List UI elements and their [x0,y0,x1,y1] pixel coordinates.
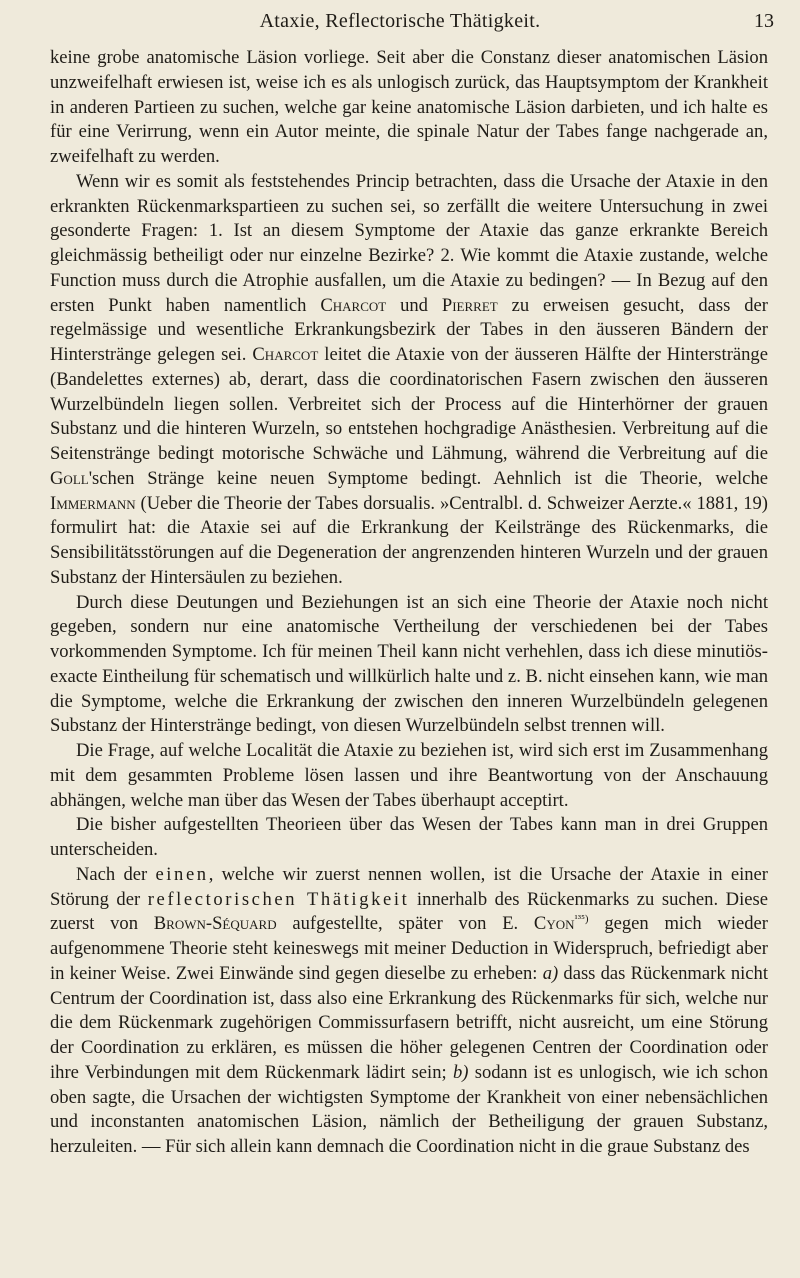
text-run: 'schen Stränge keine neuen Symptome bedingt. Aehnlich ist die Theorie, welche [88,467,768,489]
body-text [50,46,768,1160]
author-name: Charcot [252,344,319,365]
emphasized-text: einen [155,863,209,885]
text-run: gegen mich wieder aufgenommene Theorie steht keineswegs mit meiner Deduction in Widerspruch, befriedigt aber in keiner Weise. Zwei Einwände sind gegen dieselbe zu erheben: [50,913,768,984]
paragraph [50,591,768,740]
text-run: und [386,294,442,316]
text-run: innerhalb des Rückenmarks zu suchen. Diese zuerst von [50,888,768,935]
paragraph [50,863,768,1160]
emphasized-text: reflectorischen Thätigkeit [147,888,410,910]
paragraph [50,46,768,170]
footnote-ref: ¹³⁵) [574,913,589,926]
text-run: sodann ist es unlogisch, wie ich schon oben sagte, die Ursachen der wichtigsten Symptome der Krankheit von einer nebensächlichen und inconstanten anatomischen Läsion, nämlich der Betheiligung der grauen Substanz, herzuleiten. — Für sich allein kann demnach die Coordination nicht in die graue Substanz des [50,1061,768,1157]
text-run: (Ueber die Theorie der Tabes dorsualis. »Centralbl. d. Schweizer Aerzte.« 1881, 19) formulirt hat: die Ataxie sei auf die Erkrankung der Keilstränge des Rückenmarks, die Sensibilitätsstörungen auf die Degeneration der angrenzenden hinteren Wurzeln und der grauen Substanz der Hintersäulen zu beziehen. [50,492,768,588]
author-name: E. Cyon [502,913,575,935]
text-run: Durch diese Deutungen und Beziehungen ist an sich eine Theorie der Ataxie noch nicht gegeben, sondern nur eine anatomische Vertheilung der verschiedenen bei der Tabes vorkommenden Symptome. Ich für meinen Theil kann nicht verhehlen, dass ich diese minutiös-exacte Eintheilung für schematisch und willkürlich halte und z. B. nicht einsehen kann, wie man die Symptome, welche die Erkrankung der zwischen den inneren Wurzelbündeln gelegenen Substanz der Hinterstränge bedingt, von diesen Wurzelbündeln selbst trennen will. [50,591,768,737]
text-run: dass das Rückenmark nicht Centrum der Coordination ist, dass also eine Erkrankung des Rückenmarks für sich, welche nur die dem Rückenmark zugehörigen Commissurfasern betrifft, nicht ausreicht, um eine Störung der Coordination zu erklären, es müssen die höher gelegenen Centren der Coordination oder ihre Verbindungen mit dem Rückenmark lädirt sein; [50,962,768,1083]
page-header [0,10,800,34]
paragraph [50,170,768,591]
text-run: Die Frage, auf welche Localität die Ataxie zu beziehen ist, wird sich erst im Zusammenhang mit dem gesammten Probleme lösen lassen und ihre Beantwortung von der Anschauung abhängen, welche man über das Wesen der Tabes überhaupt acceptirt. [50,740,768,811]
page-number: 13 [754,10,774,32]
running-title: Ataxie, Reflectorische Thätigkeit. [259,10,541,32]
text-run: Die bisher aufgestellten Theorieen über das Wesen der Tabes kann man in drei Gruppen unterscheiden. [50,814,768,860]
text-run: aufgestellte, später von [276,913,503,935]
author-name: Immermann [50,492,136,514]
paragraph [50,739,768,813]
author-name: Pierret [441,294,498,316]
text-run: zu erweisen gesucht, dass der regelmässige und wesentliche Erkrankungsbezirk der Tabes in den äusseren Bändern der Hinterstränge gelegen sei. [50,294,768,365]
list-marker: a) [542,962,559,984]
paragraph [50,813,768,863]
list-marker: b) [452,1061,469,1083]
text-run: Wenn wir es somit als feststehendes Princip betrachten, dass die Ursache der Ataxie in den erkrankten Rückenmarkspartieen zu suchen sei, so zerfällt die weitere Untersuchung in zwei gesonderte Fragen: 1. Ist an diesem Symptome der Ataxie das ganze erkrankte Bereich gleichmässig betheiligt oder nur einzelne Bezirke? 2. Wie kommt die Ataxie zustande, welche Function muss durch die Atrophie ausfallen, um die Ataxie zu bedingen? — In Bezug auf den ersten Punkt haben namentlich [50,170,768,316]
text-run: , welche wir zuerst nennen wollen, ist die Ursache der Ataxie in einer Störung der [50,863,768,910]
text-run: keine grobe anatomische Läsion vorliege. Seit aber die Constanz dieser anatomischen Läsion unzweifelhaft erwiesen ist, weise ich es als unlogisch zurück, das Hauptsymptom der Krankheit in anderen Partieen zu suchen, welche gar keine anatomische Läsion darbieten, und ich halte es für eine Verirrung, wenn ein Autor meinte, die spinale Natur der Tabes fange nachgerade an, zweifelhaft zu werden. [50,47,768,167]
author-name: Brown-Séquard [153,913,277,935]
author-name: Goll [50,467,89,489]
text-run: leitet die Ataxie von der äusseren Hälfte der Hinterstränge (Bandelettes externes) ab, derart, dass die coordinatorischen Fasern zwischen den äusseren Wurzelbündeln liegen sollen. Verbreitet sich der Process auf die Hinterhörner der grauen Substanz und die hinteren Wurzeln, so entstehen hochgradige Anästhesien. Verbreitung auf die Seitenstränge bedingt motorische Schwäche und Lähmung, während die Verbreitung auf die [50,344,768,464]
text-run: Nach der [76,863,156,885]
author-name: Charcot [320,294,387,316]
